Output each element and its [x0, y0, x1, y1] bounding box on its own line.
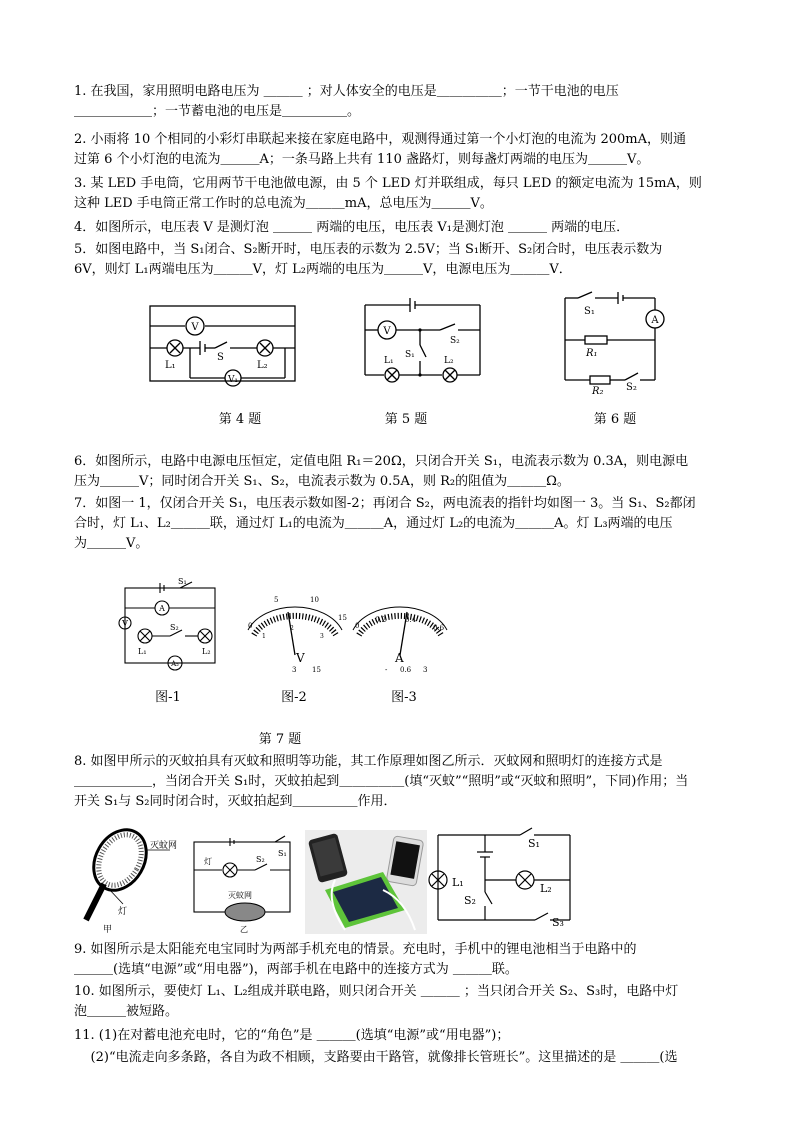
label-lamp: 灯: [118, 907, 128, 917]
circuit-fig10: [430, 830, 580, 930]
label-A: A: [395, 651, 404, 665]
circuit-fig4: [145, 298, 305, 393]
label-V: V: [296, 651, 305, 665]
question-6: 6．如图所示，电路中电源电压恒定，定值电阻 R₁＝20Ω，只闭合开关 S₁，电流表示数为 0.3A，则电源电 压为＿＿＿V；同时闭合开关 S₁、S₂，电流表示数为 0.5A，则 R₂的阻值为＿＿＿Ω。: [74, 454, 689, 489]
label-S: S: [217, 352, 224, 363]
mosquito-swatter-figure: [78, 822, 188, 935]
a-tick-0.6: 0.6: [433, 624, 445, 632]
a-tick-0.4: 0.4: [405, 616, 417, 624]
circuit-fig5: [360, 295, 490, 385]
label-S2: S₂: [464, 894, 476, 907]
question-1: 1. 在我国，家用照明电路电压为 ＿＿＿ ；对人体安全的电压是＿＿＿＿＿；一节干电池的电压 ＿＿＿＿＿＿；一节蓄电池的电压是＿＿＿＿＿。: [74, 84, 619, 119]
caption-fig5: 第 5 题: [384, 412, 428, 427]
label-S2: S₂: [170, 623, 179, 632]
v-tick-0: 0: [248, 622, 253, 630]
v-tick-15: 15: [338, 614, 347, 622]
label-L1: L₁: [165, 360, 176, 371]
label-V1: V₁: [227, 375, 239, 385]
label-V: V: [191, 322, 199, 333]
label-L2: L₂: [540, 882, 552, 895]
circuit-fig6: [560, 290, 670, 397]
question-4: 4．如图所示，电压表 V 是测灯泡 ＿＿＿ 两端的电压，电压表 V₁是测灯泡 ＿＿＿ 两端的电压．: [74, 220, 630, 235]
a-term-0.6: 0.6: [400, 666, 412, 674]
a-tick-0: 0: [355, 622, 360, 630]
solar-powerbank-photo: [305, 830, 427, 934]
ammeter-dial: [345, 590, 455, 675]
caption-fig7-2: 图-2: [281, 690, 307, 705]
label-L2: L₂: [444, 356, 454, 366]
label-S3: S₃: [552, 916, 564, 929]
v-small-3: 3: [320, 633, 324, 640]
voltmeter-dial: [240, 590, 350, 675]
question-5: 5．如图电路中，当 S₁闭合、S₂断开时，电压表的示数为 2.5V；当 S₁断开、S₂闭合时，电压表示数为 6V，则灯 L₁两端电压为＿＿＿V，灯 L₂两端的电压为＿＿＿V，电源电压为＿＿＿V．: [74, 242, 663, 277]
v-tick-10: 10: [310, 596, 319, 604]
label-net: 灭蚊网: [150, 841, 178, 851]
circuit-fig7-1: [120, 578, 225, 673]
label-A: A: [651, 315, 659, 326]
question-11-part2: (2)“电流走向多条路，各自为政不相顾，支路要由干路管，就像排长管班长”。这里描述的是 ＿＿＿(选: [74, 1050, 678, 1065]
v-tick-5: 5: [274, 596, 279, 604]
label-V: V: [383, 326, 391, 337]
label-S1: S₁: [278, 849, 287, 858]
label-L1: L₁: [452, 876, 464, 889]
caption-fig7: 第 7 题: [258, 732, 302, 747]
question-10: 10. 如图所示，要使灯 L₁、L₂组成并联电路，则只闭合开关 ＿＿＿ ；当只闭合开关 S₂、S₃时，电路中灯 泡＿＿＿被短路。: [74, 984, 679, 1019]
label-A2: A₂: [171, 660, 179, 668]
label-S1: S₁: [405, 350, 415, 360]
label-A: A: [159, 604, 165, 613]
label-jia: 甲: [103, 925, 113, 935]
label-L1: L₁: [384, 356, 394, 366]
label-net: 灭蚊网: [228, 891, 252, 900]
a-tick-0.2: 0.2: [375, 616, 387, 624]
a-term-minus: -: [385, 666, 388, 674]
label-S2: S₂: [626, 382, 637, 393]
swatter-circuit-yi: [190, 838, 300, 933]
v-small-2: 2: [290, 625, 294, 632]
label-R2: R₂: [592, 386, 604, 397]
a-term-3: 3: [423, 666, 428, 674]
question-3: 3. 某 LED 手电筒，它用两节干电池做电源，由 5 个 LED 灯并联组成，每只 LED 的额定电流为 15mA，则 这种 LED 手电筒正常工作时的总电流为＿＿＿mA，总电压为＿＿＿V。: [74, 176, 702, 211]
label-L1: L₁: [138, 647, 147, 656]
label-R1: R₁: [586, 348, 598, 359]
question-8: 8. 如图甲所示的灭蚊拍具有灭蚊和照明等功能，其工作原理如图乙所示．灭蚊网和照明灯的连接方式是 ＿＿＿＿＿＿，当闭合开关 S₁时，灭蚊拍起到＿＿＿＿＿(填“灭蚊”“照明”或“灭蚊和照明”，下同)作用；当 开关 S₁与 S₂同时闭合时，灭蚊拍起到＿＿＿＿＿作用．: [74, 754, 689, 809]
v-term-15: 15: [312, 666, 321, 674]
label-lamp: 灯: [204, 857, 212, 866]
v-small-1: 1: [262, 633, 266, 640]
caption-fig7-3: 图-3: [391, 690, 417, 705]
caption-fig4: 第 4 题: [218, 412, 262, 427]
label-S1: S₁: [584, 306, 595, 317]
label-L2: L₂: [202, 647, 211, 656]
label-S2: S₂: [450, 336, 460, 346]
label-yi: 乙: [240, 925, 248, 934]
caption-fig7-1: 图-1: [155, 690, 181, 705]
question-2: 2. 小雨将 10 个相同的小彩灯串联起来接在家庭电路中，观测得通过第一个小灯泡的电流为 200mA，则通 过第 6 个小灯泡的电流为＿＿＿A；一条马路上共有 110 盏路灯，则每盏灯两端的电压为＿＿＿V。: [74, 132, 687, 167]
v-term-3: 3: [292, 666, 297, 674]
question-7: 7．如图一 1，仅闭合开关 S₁，电压表示数如图-2；再闭合 S₂，两电流表的指针均如图一 3。当 S₁、S₂都闭 合时，灯 L₁、L₂＿＿＿联，通过灯 L₁的电流为＿＿＿A，通过灯 L₂的电流为＿＿＿A。灯 L₃两端的电压 为＿＿＿V。: [74, 496, 696, 551]
question-11-part1: 11. (1)在对蓄电池充电时，它的“角色”是 ＿＿＿(选填“电源”或“用电器”)；: [74, 1028, 510, 1043]
label-L2: L₂: [257, 360, 268, 371]
label-S1: S₁: [178, 577, 187, 586]
caption-fig6: 第 6 题: [593, 412, 637, 427]
label-S2: S₂: [256, 855, 265, 864]
label-V: V: [122, 619, 128, 628]
label-S1: S₁: [528, 837, 540, 850]
question-9: 9. 如图所示是太阳能充电宝同时为两部手机充电的情景。充电时，手机中的锂电池相当于电路中的 ＿＿＿(选填“电源”或“用电器”)，两部手机在电路中的连接方式为 ＿＿＿联。: [74, 942, 637, 977]
